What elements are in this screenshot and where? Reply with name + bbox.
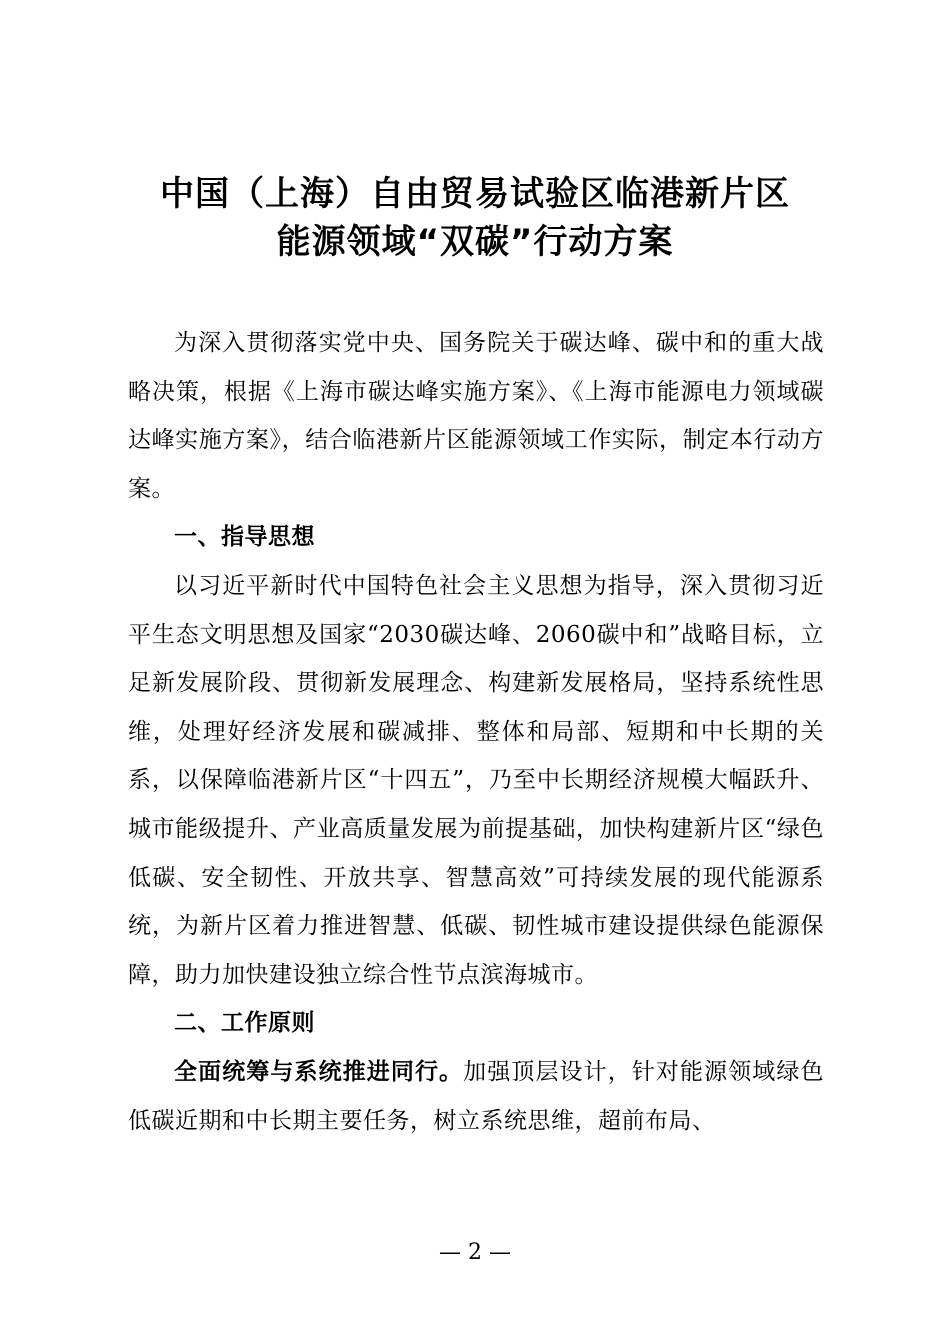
- principle-text: 加强顶层设计，针对能源领域绿色低碳近期和中长期主要任务，树立系统思维，超前布局、: [128, 1058, 825, 1134]
- document-body: [128, 319, 824, 1145]
- section-heading-guiding-ideology: 一、指导思想: [174, 524, 315, 551]
- document-title-line-2: 能源领域“双碳”行动方案: [276, 222, 674, 262]
- page-number: — 2 —: [439, 1240, 511, 1265]
- document-title-line-1: 中国（上海）自由贸易试验区临港新片区: [160, 174, 790, 214]
- intro-paragraph: 为深入贯彻落实党中央、国务院关于碳达峰、碳中和的重大战略决策，根据《上海市碳达峰实施方案》、《上海市能源电力领域碳达峰实施方案》，结合临港新片区能源领域工作实际，制定本行动方案。: [128, 330, 824, 502]
- guiding-ideology-paragraph: 以习近平新时代中国特色社会主义思想为指导，深入贯彻习近平生态文明思想及国家“2030碳达峰、2060碳中和”战略目标，立足新发展阶段、贯彻新发展理念、构建新发展格局，坚持系统性思维，处理好经济发展和碳减排、整体和局部、短期和中长期的关系，以保障临港新片区“十四五”，乃至中长期经济规模大幅跃升、城市能级提升、产业高质量发展为前提基础，加快构建新片区“绿色低碳、安全韧性、开放共享、智慧高效”可持续发展的现代能源系统，为新片区着力推进智慧、低碳、韧性城市建设提供绿色能源保障，助力加快建设独立综合性节点滨海城市。: [128, 572, 824, 988]
- work-principles-paragraph: [128, 1048, 824, 1145]
- section-heading-work-principles: 二、工作原则: [174, 1010, 315, 1037]
- principle-lead-phrase: 全面统筹与系统推进同行。: [174, 1058, 464, 1085]
